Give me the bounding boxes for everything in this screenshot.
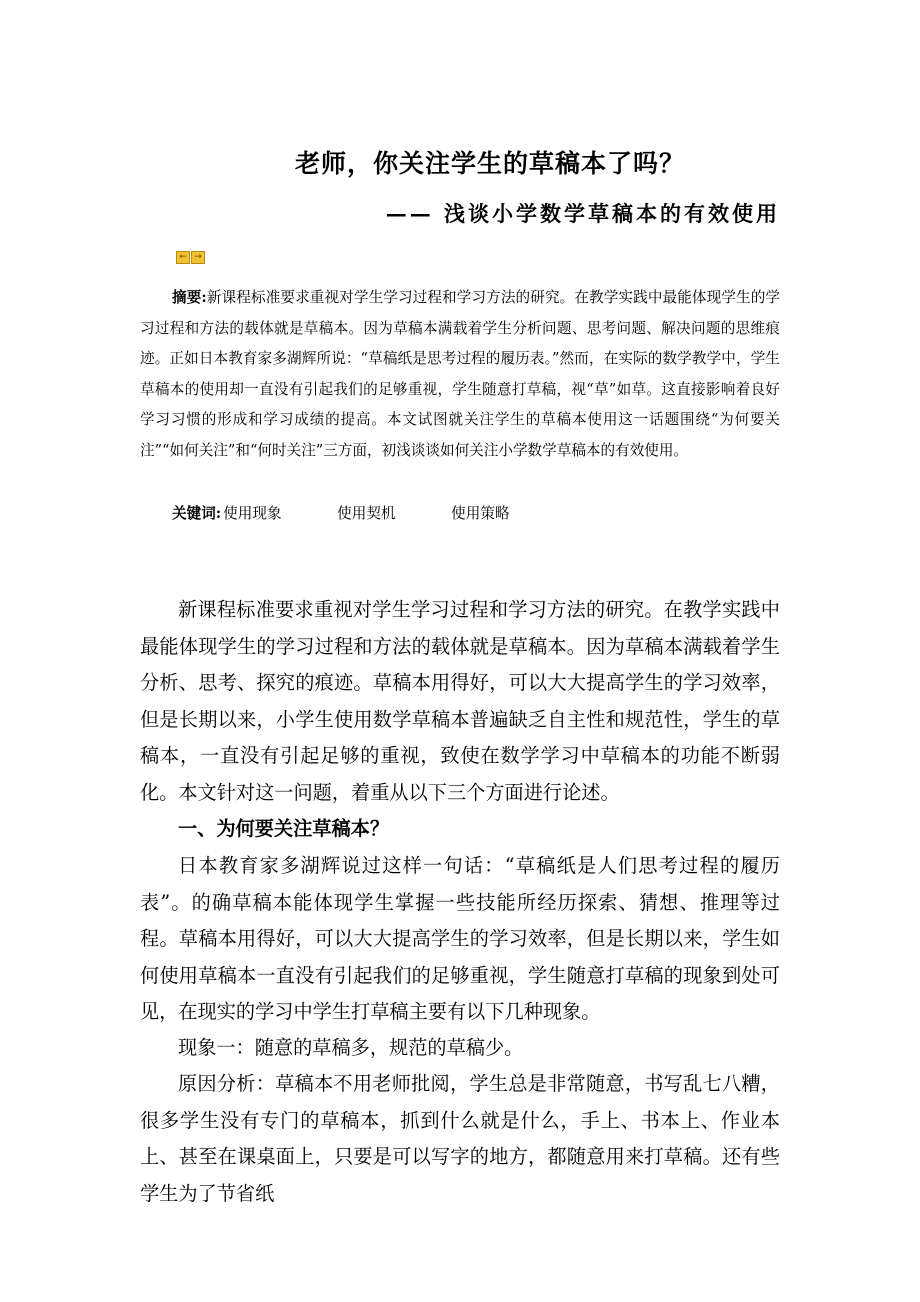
keyword-item: 使用契机 [337,505,396,522]
abstract-label: 摘要: [172,289,207,306]
abstract [140,283,780,466]
page-nav [176,251,205,264]
arrow-right-icon[interactable]: → [191,251,205,264]
document-subtitle: —— 浅谈小学数学草稿本的有效使用 [385,201,780,226]
section-heading-1: 一、为何要关注草稿本？ [178,817,390,840]
keyword-item: 使用现象 [223,505,282,522]
keywords [172,502,510,526]
body-paragraph-phenomenon-1: 现象一：随意的草稿多，规范的草稿少。 [178,1036,524,1059]
keyword-item: 使用策略 [451,505,510,522]
body-paragraph-analysis: 原因分析：草稿本不用老师批阅，学生总是非常随意，书写乱七八糟，很多学生没有专门的草稿本，抓到什么就是什么，手上、书本上、作业本上、甚至在课桌面上，只要是可以写字的地方，都随意用来打草稿。还有些学生为了节省纸 [140,1072,780,1205]
keywords-label: 关键词: [172,505,222,522]
document-title: 老师，你关注学生的草稿本了吗？ [294,149,685,178]
abstract-text: 新课程标准要求重视对学生学习过程和学习方法的研究。在教学实践中最能体现学生的学习过程和方法的载体就是草稿本。因为草稿本满载着学生分析问题、思考问题、解决问题的思维痕迹。正如日本教育家多湖辉所说：“草稿纸是思考过程的履历表。”然而，在实际的数学教学中，学生草稿本的使用却一直没有引起我们的足够重视，学生随意打草稿，视“草”如草。这直接影响着良好学习习惯的形成和学习成绩的提高。本文试图就关注学生的草稿本使用这一话题围绕“为何要关注”“如何关注”和“何时关注”三方面，初浅谈谈如何关注小学数学草稿本的有效使用。 [140,289,780,459]
body-paragraph-intro: 新课程标准要求重视对学生学习过程和学习方法的研究。在教学实践中最能体现学生的学习过程和方法的载体就是草稿本。因为草稿本满载着学生分析、思考、探究的痕迹。草稿本用得好，可以大大提高学生的学习效率，但是长期以来，小学生使用数学草稿本普遍缺乏自主性和规范性，学生的草稿本，一直没有引起足够的重视，致使在数学学习中草稿本的功能不断弱化。本文针对这一问题，着重从以下三个方面进行论述。 [140,598,780,804]
body-paragraph-2: 日本教育家多湖辉说过这样一句话：“草稿纸是人们思考过程的履历表”。的确草稿本能体现学生掌握一些技能所经历探索、猜想、推理等过程。草稿本用得好，可以大大提高学生的学习效率，但是长期以来，学生如何使用草稿本一直没有引起我们的足够重视，学生随意打草稿的现象到处可见，在现实的学习中学生打草稿主要有以下几种现象。 [140,854,780,1024]
arrow-left-icon[interactable]: ← [176,251,190,264]
